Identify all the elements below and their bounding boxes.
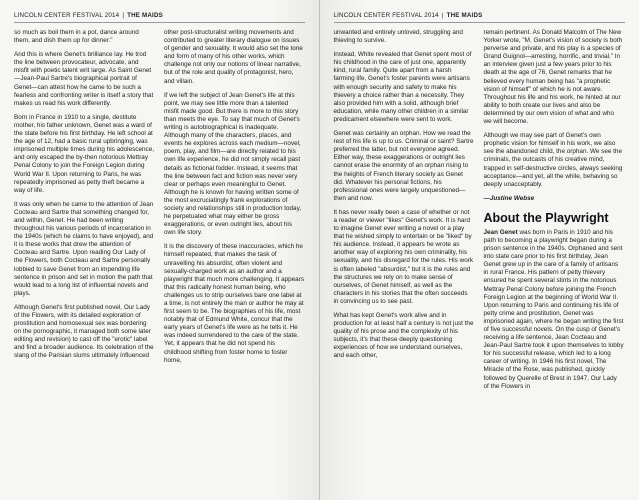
running-head-left: LINCOLN CENTER FESTIVAL 2014 | THE MAIDS (14, 10, 305, 23)
paragraph: It was only when he came to the attention of Jean Cocteau and Sartre that something changed for, and within, Genet. He had been writing throughout his various periods of incarceration in the 1940s (which he claims to have enjoyed), and it is these works that drew the attention of Cocteau and Sartre. Upon reading Our Lady of the Flowers, both Cocteau and Sartre personally lobbied to save Genet from an impending life sentence in prison and set in motion the path that would lead to a long list of influential novels and plays. (14, 200, 154, 297)
running-head-right: LINCOLN CENTER FESTIVAL 2014 | THE MAIDS (334, 10, 626, 23)
bio-text: was born in Paris in 1910 and his path to becoming a playwright began during a prison sentence in the 1940s. Orphaned and sent into state care prior to his first birthday, Jean Genet grew up in the care of a family of artisans in rural France. His pattern of petty thievery ensured he spent several stints in the notorious Mettray Penal Colony before joining the French Foreign Legion at the beginning of World War II. Upon returning to Paris and continuing his life of petty crime and prostitution, Genet was imprisoned again, where he began writing the first of five successful novels. On the cusp of Genet's receiving a life sentence, Jean Cocteau and Jean-Paul Sartre took it upon themselves to lobby for his successful release, which led to a long career of writing. In 1946 his first novel, The Miracle of the Rose, was published, quickly followed by Querelle of Brest in 1947, Our Lady of the Flowers in (483, 228, 624, 390)
paragraph: remain pertinent. As Donald Malcolm of The New Yorker wrote, "M. Genet's vision of society is both perverse and private, and his play is a species of Grand Guignol—arresting, horrific, and trivial." In an interview given just a few years prior to his death at the age of 76, Genet remarks that he believed every human being has "a prophetic vision of himself" of which he is not aware. Throughout his life and his work, he hinted at our ability to both create our lives and also be determined by our own vision of what and who we will become. (483, 29, 623, 126)
left-column-1 (14, 29, 154, 371)
paragraph: other post-structuralist writing movements and contributed to greater literary dialogue on issues of gender and sexuality. It would also set the tone and form of many of his other works, which challenge not only our notions of linear narrative, but of the role and quality of protagonist, hero, and villain. (164, 29, 303, 85)
paragraph: If we left the subject of Jean Genet's life at this point, we may see little more than a talented misfit made good. But there is more to this story than meets the eye. To say that much of Genet's writing is autobiographical is inadequate. Although many of the characters, places, and events he explores across each medium—novel, poem, play, and film—are directly related to his own life experience, he did not simply recall past details as fictional fodder. Instead, it seems that the line between fact and fiction was never very clear or perhaps even meaningful to Genet. Although he is known for having written some of the most excruciatingly frank explorations of society and relationships still in production today, he perpetuated what may either be gross exaggerations, or even outright lies, about his own life story. (164, 91, 302, 237)
paragraph: Genet was certainly an orphan. How we read the rest of his life is up to us. Criminal or saint? Sartre preferred the latter, but not everyone agreed. Either way, these exaggerations or outright lies cannot erase the enormity of an orphan rising to the heights of French literary society as Genet did. Whatever his personal fictions, his professional ones were largely unquestioned—then and now. (333, 130, 474, 202)
right-column-1 (334, 29, 474, 397)
right-columns (334, 29, 626, 397)
paragraph: It has never really been a case of whether or not a reader or viewer "likes" Genet's work. It is hard to imagine Genet ever writing a novel or a play that he wished simply to entertain or be "liked" by his audience. Instead, it appears he wrote as another way of exploring his own criminality, his sexuality, and his disregard for the rules. His work is often labeled "absurdist," but it is the rules and the structures we rely on to make sense of ourselves, of Genet himself, as well as the characters in his stories that the often succeeds in convincing us to see past. (333, 208, 474, 305)
paragraph: Although Genet's first published novel, Our Lady of the Flowers, with its detailed exploration of prostitution and homosexual sex was bordering on the pornographic, it managed both some later editing and revision) to cast off the "erotic" label and find a broader audience. Its celebration of the slang of the Parisian slums ultimately influenced (14, 303, 154, 360)
left-column-2 (164, 29, 304, 371)
show-title: THE MAIDS (446, 12, 483, 19)
section-title: About the Playwright (483, 210, 609, 225)
paragraph: unwanted and entirely unloved, struggling and thieving to survive. (333, 29, 463, 45)
left-columns (14, 29, 305, 371)
author-signature: —Justine Webse (483, 194, 535, 202)
bio-paragraph (484, 229, 624, 391)
right-page (320, 0, 639, 500)
paragraph: Instead, White revealed that Genet spent most of his childhood in the care of just one, apparently kind, rural family. Quite apart from a harsh farming life, Genet's foster parents were artisans with enough security and safety to make his thievery a choice rather than a necessity. They also provided him with a solid, although brief education, while many other children in a similar predicament elsewhere were sent to work. (333, 51, 472, 123)
show-title: THE MAIDS (127, 12, 163, 19)
paragraph: It is the discovery of these inaccuracies, which he himself repeated, that makes the task of unravelling his absurdist, often violent and sexually-charged work as an author and a playwright that much more challenging. It appears that this radically honest human being, who challenges us to strip ourselves bare one label at a time, is not entirely the man or author he may at first seem to be. The biographies of his life, most notably that of Edmund White, concur that the early years of Genet's life were as he tells it. He was indeed surrendered to the care of the state. Yet, it appears that he did not spend his childhood shifting from foster home to foster home, (164, 243, 304, 364)
paragraph: Born in France in 1910 to a single, destitute mother, his father unknown, Genet was a ward of the state before his first birthday. He left school at the age of 12, had a basic rural upbringing, was imprisoned multiple times during his adolescence, and only escaped the by-then notorious Mettray Penal Colony to join the Foreign Legion during World War II. Upon returning to Paris, he was repeatedly imprisoned as petty theft became a way of life. (14, 113, 154, 194)
paragraph: Although we may see part of Genet's own prophetic vision for himself in his work, we also see the abandoned child, the orphan. We see the criminals, the outcasts of his creative mind, trapped in self-destructive circles, always seeking acceptance—and yet, all the while, behaving so deeply unacceptably. (483, 132, 623, 188)
right-column-2 (484, 29, 624, 397)
paragraph: so much as boil them in a pot, dance around them, and dish them up for dinner." (14, 29, 139, 45)
festival-name: LINCOLN CENTER FESTIVAL 2014 (333, 12, 439, 19)
paragraph: And this is where Genet's brilliance lay. He trod the line between provocateur, advocate, and misfit with poetic talent writ large. As Saint Genet—Jean-Paul Sartre's biographical portrait of Genet—can attest how he came to be such a fearless and confronting writer is itself a story that makes us read his work differently. (14, 51, 154, 107)
festival-name: LINCOLN CENTER FESTIVAL 2014 (14, 12, 120, 19)
paragraph: What has kept Genet's work alive and in production for at least half a century is not just the quality of his prose and the complexity of his subjects, it's that these deeply questioning experiences of how we understand ourselves, and each other, (333, 312, 474, 360)
bio-lead: Jean Genet (483, 228, 518, 236)
